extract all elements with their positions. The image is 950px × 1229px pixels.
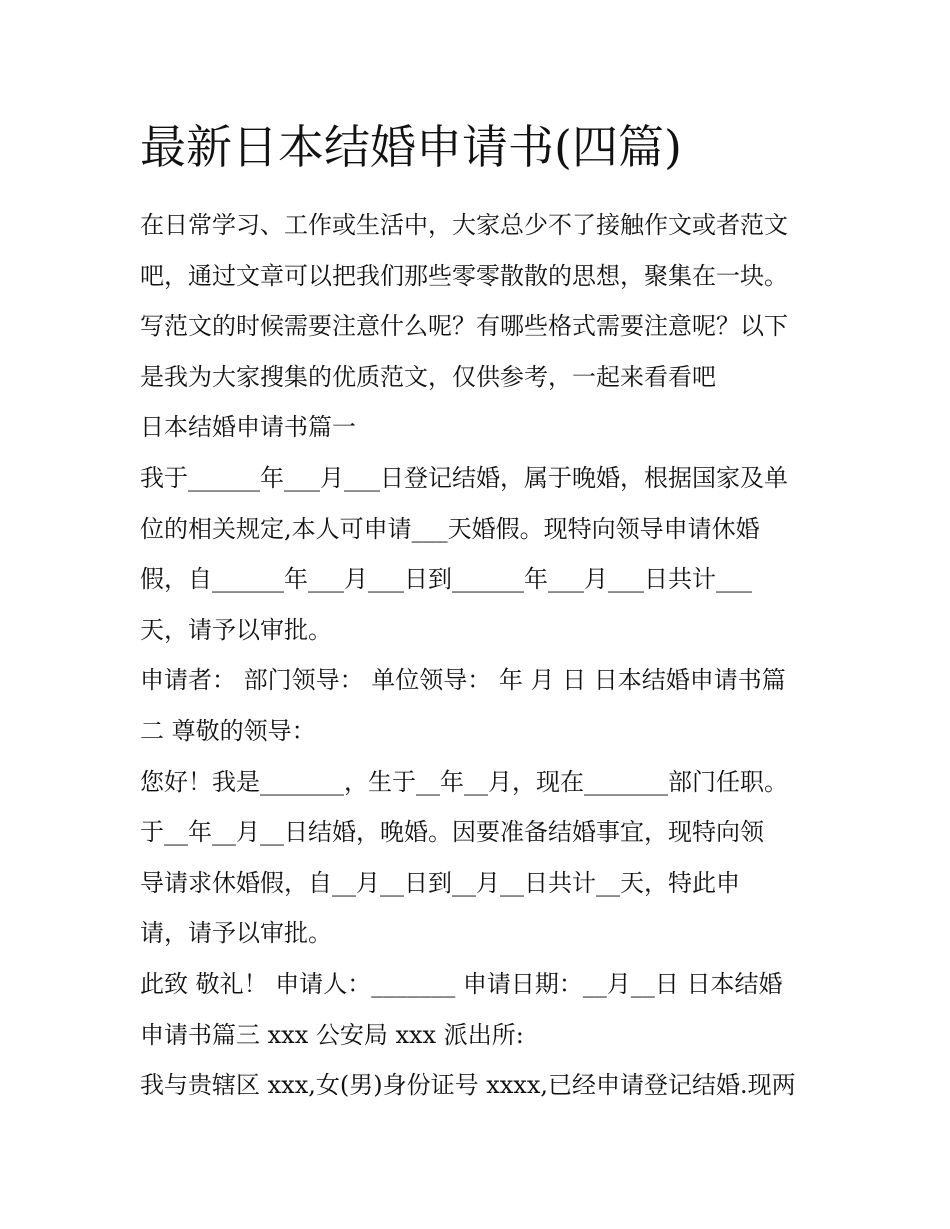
- body-line: 导请求休婚假，自__月__日到__月__日共计__天，特此申: [140, 868, 740, 897]
- body-line: 天，请予以审批。: [140, 615, 332, 644]
- body-line: 申请者： 部门领导： 单位领导： 年 月 日 日本结婚申请书篇: [140, 666, 786, 695]
- body-line: 请，请予以审批。: [140, 919, 332, 948]
- body-line: 位的相关规定,本人可申请___天婚假。现特向领导申请休婚: [140, 514, 760, 543]
- body-line: 此致 敬礼！ 申请人：_______ 申请日期：__月__日 日本结婚: [140, 969, 783, 998]
- body-line: 我于______年___月___日登记结婚，属于晚婚，根据国家及单: [140, 463, 788, 492]
- body-line: 于__年__月__日结婚，晚婚。因要准备结婚事宜，现特向领: [140, 818, 764, 847]
- body-line: 您好！我是_______，生于__年__月，现在_______部门任职。: [140, 767, 788, 796]
- document-body: [140, 200, 820, 1111]
- section-heading-1: 日本结婚申请书篇一: [140, 413, 356, 442]
- document-title: 最新日本结婚申请书(四篇): [140, 120, 682, 174]
- body-line: 申请书篇三 xxx 公安局 xxx 派出所:: [140, 1020, 524, 1049]
- body-line: 写范文的时候需要注意什么呢？有哪些格式需要注意呢？以下: [140, 312, 788, 341]
- body-line: 在日常学习、工作或生活中，大家总少不了接触作文或者范文: [140, 211, 788, 239]
- body-line: 是我为大家搜集的优质范文，仅供参考，一起来看看吧: [140, 362, 716, 391]
- body-line: 假，自______年___月___日到______年___月___日共计___: [140, 565, 752, 594]
- body-line: 二 尊敬的领导：: [140, 716, 316, 745]
- body-line: 吧，通过文章可以把我们那些零零散散的思想，聚集在一块。: [140, 261, 788, 290]
- body-line: 我与贵辖区 xxx,女(男)身份证号 xxxx,已经申请登记结婚.现两: [140, 1071, 796, 1100]
